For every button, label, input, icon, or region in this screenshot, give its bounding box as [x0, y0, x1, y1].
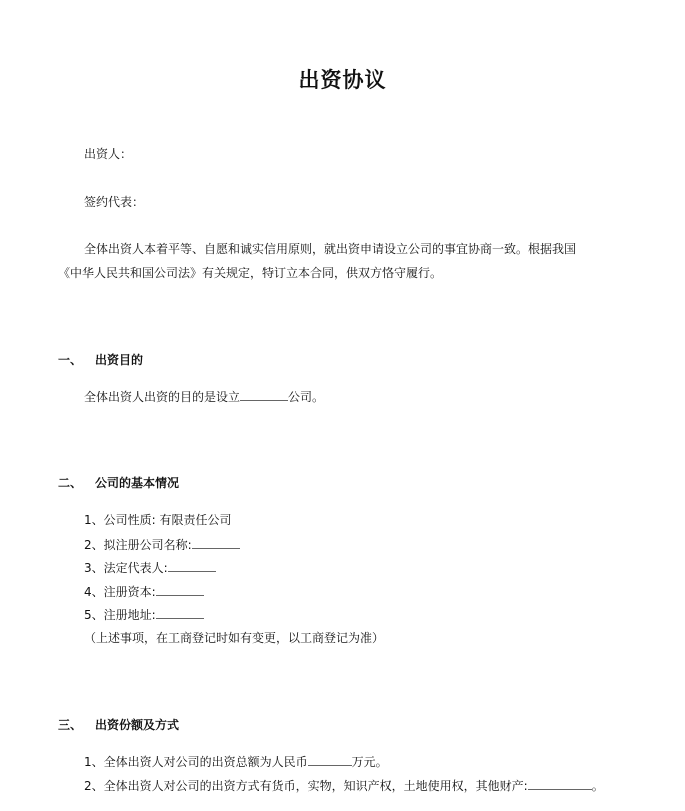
method-text-before: 2、全体出资人对公司的出资方式有货币，实物，知识产权，土地使用权，其他财产:	[84, 779, 528, 793]
list-item-legal-rep	[84, 559, 216, 576]
purpose-line	[84, 388, 324, 405]
section-number: 三、	[58, 718, 83, 732]
registration-note: （上述事项，在工商登记时如有变更，以工商登记为准）	[84, 631, 385, 645]
amount-field-blank[interactable]	[308, 753, 352, 766]
list-item-label: 3、法定代表人:	[84, 561, 168, 575]
contribution-text-after: 万元。	[351, 755, 388, 769]
section-title: 出资目的	[95, 353, 144, 367]
purpose-text-before: 全体出资人出资的目的是设立	[84, 390, 241, 404]
list-item-label: 2、拟注册公司名称:	[84, 538, 192, 552]
company-name-blank[interactable]	[240, 388, 288, 401]
list-item-company-name	[84, 536, 240, 553]
section-title: 公司的基本情况	[95, 476, 180, 490]
section-number: 一、	[58, 353, 83, 367]
section-heading-3	[58, 716, 179, 733]
preamble-line-2: 《中华人民共和国公司法》有关规定，特订立本合同，供双方恪守履行。	[58, 266, 443, 280]
party-label: 出资人：	[84, 147, 133, 161]
purpose-text-after: 公司。	[288, 390, 325, 404]
contribution-text-before: 1、全体出资人对公司的出资总额为人民币	[84, 755, 308, 769]
contribution-method-line	[84, 777, 604, 794]
address-field-blank[interactable]	[156, 606, 204, 619]
capital-field-blank[interactable]	[156, 583, 204, 596]
document-title: 出资协议	[298, 67, 387, 92]
list-item-address	[84, 606, 204, 623]
section-title: 出资份额及方式	[95, 718, 180, 732]
list-item-capital	[84, 583, 204, 600]
contribution-total-line	[84, 753, 388, 770]
list-item-label: 5、注册地址:	[84, 608, 156, 622]
method-text-after: 。	[591, 779, 604, 793]
legal-rep-field-blank[interactable]	[168, 559, 216, 572]
list-item-company-type: 1、公司性质: 有限责任公司	[84, 513, 232, 527]
list-item-label: 4、注册资本:	[84, 585, 156, 599]
section-number: 二、	[58, 476, 83, 490]
section-heading-2	[58, 474, 179, 491]
other-property-field-blank[interactable]	[528, 777, 592, 790]
preamble-line-1: 全体出资人本着平等、自愿和诚实信用原则，就出资申请设立公司的事宜协商一致。根据我国	[84, 242, 577, 256]
representative-label: 签约代表：	[84, 195, 145, 209]
company-name-field-blank[interactable]	[192, 536, 240, 549]
section-heading-1	[58, 351, 143, 368]
